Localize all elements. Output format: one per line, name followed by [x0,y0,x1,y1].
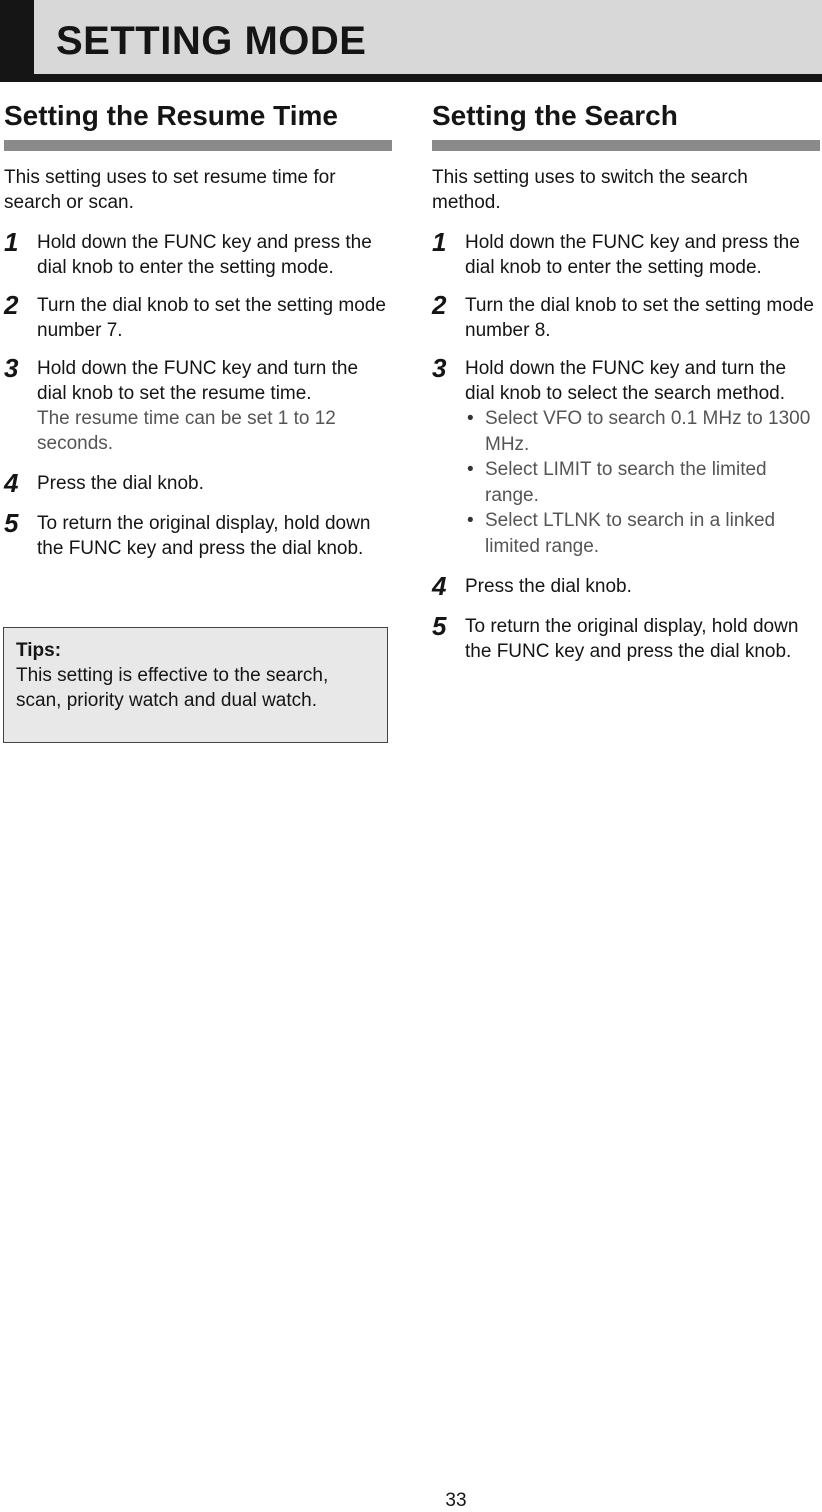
step-number: 2 [4,290,19,320]
step-list [432,227,820,664]
page-number: 33 [445,1490,467,1511]
bullet-text: Select VFO to search 0.1 MHz to 1300 MHz. [485,408,811,455]
step-number: 5 [432,611,447,641]
step-number: 1 [4,227,19,257]
section-rule [4,140,392,151]
header-rule [34,74,822,82]
tips-body: This setting is effective to the search, scan, priority watch and dual watch. [16,665,329,711]
page-header [0,0,822,82]
bullet-text: Select LTLNK to search in a linked limited range. [485,510,776,557]
step-number: 5 [4,508,19,538]
step-item [432,290,820,343]
step-text: Turn the dial knob to set the setting mode number 8. [465,295,814,341]
step-number: 4 [432,571,447,601]
step-item [4,290,392,343]
step-item [4,227,392,280]
step-item [4,468,392,498]
bullet-dot-icon: • [467,459,474,480]
step-number: 1 [432,227,447,257]
section-intro: This setting uses to set resume time for search or scan. [4,167,336,213]
page-title: SETTING MODE [56,19,367,63]
step-item [4,353,392,456]
step-item [4,508,392,561]
step-note: The resume time can be set 1 to 12 seconds. [37,408,336,454]
step-number: 3 [432,353,447,383]
step-text: Press the dial knob. [465,576,632,597]
step-list [4,227,392,561]
tips-title: Tips: [16,640,62,661]
step-text: Hold down the FUNC key and turn the dial knob to set the resume time. [37,358,359,404]
step-text: Hold down the FUNC key and press the dial knob to enter the setting mode. [465,232,800,278]
section-intro: This setting uses to switch the search method. [432,167,748,213]
step-number: 3 [4,353,19,383]
step-item [432,571,820,601]
step-text: To return the original display, hold down the FUNC key and press the dial knob. [37,513,371,559]
bullet-item [465,508,820,559]
step-number: 4 [4,468,19,498]
step-item [432,353,820,559]
section-rule [432,140,820,151]
section-title: Setting the Resume Time [4,100,339,131]
step-text: Turn the dial knob to set the setting mode number 7. [37,295,386,341]
section-title: Setting the Search [432,100,678,131]
step-item [432,227,820,280]
tips-box [3,627,388,743]
step-text: To return the original display, hold down the FUNC key and press the dial knob. [465,616,799,662]
step-text: Hold down the FUNC key and press the dial knob to enter the setting mode. [37,232,372,278]
bullet-dot-icon: • [467,408,474,429]
bullet-dot-icon: • [467,510,474,531]
bullet-list [465,406,820,559]
bullet-item [465,457,820,508]
step-text: Press the dial knob. [37,473,204,494]
bullet-text: Select LIMIT to search the limited range. [485,459,767,506]
header-black-block [0,0,34,82]
step-number: 2 [432,290,447,320]
resume-time-section [4,96,392,561]
step-item [432,611,820,664]
step-text: Hold down the FUNC key and turn the dial knob to select the search method. [465,358,787,404]
search-section [432,96,820,664]
bullet-item [465,406,820,457]
